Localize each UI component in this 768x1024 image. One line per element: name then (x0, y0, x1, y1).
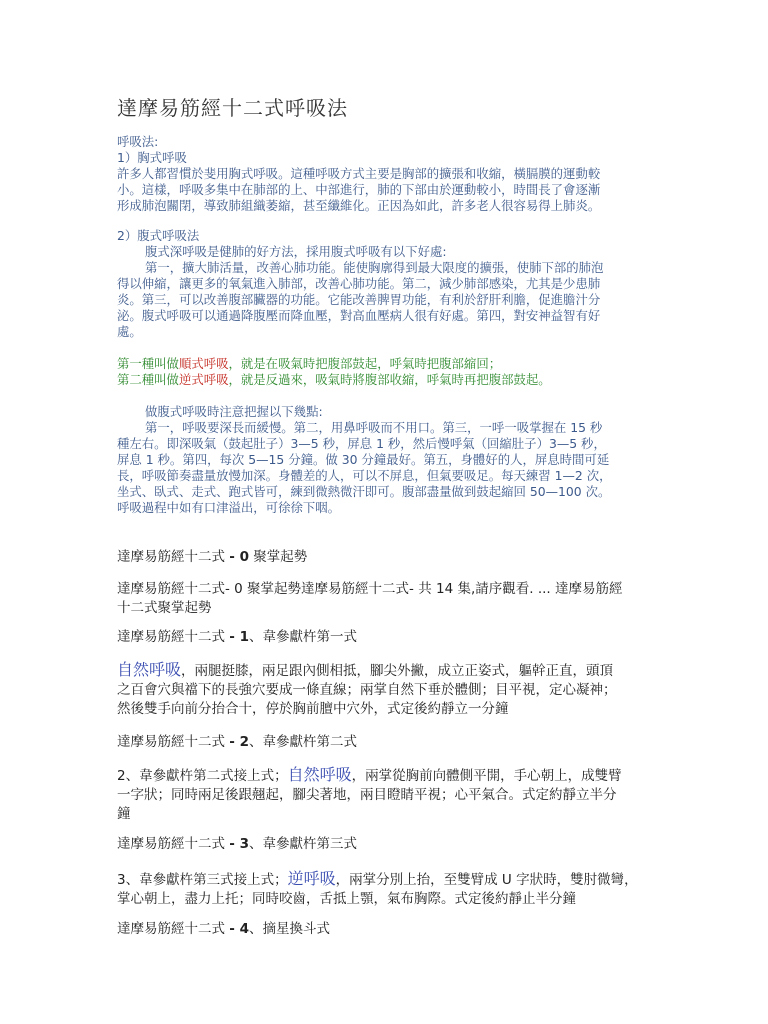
section-3-line-1 (117, 869, 662, 890)
section-1-line-1 (117, 660, 662, 681)
heading-3-prefix: 達摩易筋經十二式 (117, 836, 230, 852)
heading-3-number: - 3 (229, 836, 249, 852)
page-title: 達摩易筋經十二式呼吸法 (117, 96, 348, 120)
method-line-1 (117, 356, 657, 372)
heading-1-title: 、韋參獻杵第一式 (249, 629, 357, 645)
section-heading-4 (117, 920, 330, 938)
method2-prefix: 第二種叫做 (117, 372, 179, 387)
abdominal-line-6: 處。 (117, 324, 142, 339)
heading-1-number: - 1 (229, 629, 249, 645)
heading-2-prefix: 達摩易筋經十二式 (117, 734, 230, 750)
heading-2-title: 、韋參獻杵第二式 (249, 734, 357, 750)
tips-line-1: 做腹式呼吸時注意把握以下幾點: (145, 404, 323, 419)
abdominal-section (117, 228, 657, 340)
section-heading-3 (117, 835, 357, 853)
tips-line-4: 屏息 1 秒。第四，每次 5—15 分鐘。做 30 分鐘最好。第五，身體好的人，屏息時間可延 (117, 452, 610, 467)
section-1-line-3: 然後雙手向前分抬合十，停於胸前膻中穴外，式定後約靜立一分鐘 (117, 701, 509, 717)
heading-2-number: - 2 (229, 734, 249, 750)
section-body-0 (117, 580, 662, 618)
chest-line-1: 許多人都習慣於斐用胸式呼吸。這種呼吸方式主要是胸部的擴張和收縮，橫膈膜的運動較 (117, 166, 601, 181)
heading-0-title: 聚掌起勢 (249, 549, 308, 565)
heading-4-prefix: 達摩易筋經十二式 (117, 921, 230, 937)
tips-block (117, 404, 657, 516)
method-line-2 (117, 372, 657, 388)
heading-0-number: - 0 (229, 549, 249, 565)
abdominal-line-5: 泌。腹式呼吸可以通過降腹壓而降血壓，對高血壓病人很有好處。第四，對安神益智有好 (117, 308, 601, 323)
section-body-3 (117, 869, 662, 909)
heading-0-prefix: 達摩易筋經十二式 (117, 549, 230, 565)
breathing-intro (117, 134, 657, 214)
section-body-2 (117, 765, 662, 824)
section-2-line-1-lead: 2、韋參獻杵第二式接上式； (117, 768, 288, 784)
breathing-type-highlight: 逆呼吸 (287, 869, 336, 888)
methods-block (117, 356, 657, 388)
section-heading-0 (117, 548, 307, 566)
method2-keyword: 逆式呼吸 (178, 372, 229, 387)
section-1-line-2: 之百會穴與襠下的長強穴要成一條直線；兩掌自然下垂於體側；目平視，定心凝神； (117, 682, 617, 698)
tips-line-6: 坐式、臥式、走式、跑式皆可，練到微熱微汗即可。腹部盡量做到鼓起縮回 50—100 次。 (117, 484, 611, 499)
section-heading-abdominal: 2）腹式呼吸法 (117, 228, 200, 243)
abdominal-line-2: 第一，擴大肺活量，改善心肺功能。能使胸廓得到最大限度的擴張，使肺下部的肺泡 (145, 260, 604, 275)
section-0-line-1: 達摩易筋經十二式- 0 聚掌起勢達摩易筋經十二式- 共 14 集,請序觀看. ... 達摩易筋經 (117, 581, 623, 597)
section-2-line-1 (117, 765, 662, 786)
breathing-type-highlight: 自然呼吸 (287, 765, 352, 784)
abdominal-line-4: 炎。第三，可以改善腹部臟器的功能。它能改善脾胃功能，有利於舒肝利膽，促進膽汁分 (117, 292, 601, 307)
tips-line-7: 呼吸過程中如有口津溢出，可徐徐下咽。 (117, 500, 341, 515)
section-3-line-1-text: ，兩掌分別上抬，至雙臂成 U 字狀時，雙肘微彎， (335, 872, 638, 888)
heading-3-title: 、韋參獻杵第三式 (249, 836, 357, 852)
abdominal-line-3: 得以伸縮，讓更多的氧氣進入肺部，改善心肺功能。第二，減少肺部感染，尤其是少患肺 (117, 276, 601, 291)
intro-label: 呼吸法: (117, 134, 159, 149)
section-heading-chest: 1）胸式呼吸 (117, 150, 187, 165)
abdominal-line-1: 腹式深呼吸是健肺的好方法，採用腹式呼吸有以下好處: (145, 244, 447, 259)
section-0-line-2: 十二式聚掌起勢 (117, 600, 212, 616)
heading-4-title: 、摘星換斗式 (249, 921, 330, 937)
section-body-1 (117, 660, 662, 719)
tips-line-3: 種左右。即深吸氣（鼓起肚子）3—5 秒，屏息 1 秒，然后慢呼氣（回縮肚子）3—5 秒， (117, 436, 606, 451)
section-2-line-3: 鐘 (117, 806, 131, 822)
tips-line-5: 長，呼吸節奏盡量放慢加深。身體差的人，可以不屏息，但氣要吸足。每天練習 1—2 次， (117, 468, 612, 483)
method1-text: ，就是在吸氣時把腹部鼓起，呼氣時把腹部縮回； (228, 356, 502, 371)
section-3-line-2: 掌心朝上，盡力上托；同時咬齒，舌抵上顎，氣布胸際。式定後約靜止半分鐘 (117, 891, 576, 907)
chest-line-2: 小。這樣，呼吸多集中在肺部的上、中部進行，肺的下部由於運動較小，時間長了會逐漸 (117, 182, 601, 197)
method1-keyword: 順式呼吸 (178, 356, 229, 371)
section-heading-2 (117, 733, 357, 751)
tips-line-2: 第一，呼吸要深長而緩慢。第二，用鼻呼吸而不用口。第三，一呼一吸掌握在 15 秒 (145, 420, 603, 435)
section-2-line-2: 一字狀；同時兩足後跟翹起，腳尖著地，兩目瞪睛平視；心平氣合。式定約靜立半分 (117, 787, 617, 803)
section-3-line-1-lead: 3、韋參獻杵第三式接上式； (117, 872, 288, 888)
method1-prefix: 第一種叫做 (117, 356, 179, 371)
heading-4-number: - 4 (229, 921, 249, 937)
breathing-type-highlight: 自然呼吸 (117, 660, 182, 679)
section-1-line-1-text: ，兩腿挺膝，兩足跟內側相抵，腳尖外撇，成立正姿式，軀幹正直，頭頂 (181, 663, 614, 679)
section-2-line-1-text: ，兩掌從胸前向體側平開，手心朝上，成雙臂 (351, 768, 622, 784)
method2-text: ，就是反過來，吸氣時將腹部收縮，呼氣時再把腹部鼓起。 (228, 372, 551, 387)
heading-1-prefix: 達摩易筋經十二式 (117, 629, 230, 645)
section-heading-1 (117, 628, 357, 646)
chest-line-3: 形成肺泡關閉，導致肺組織萎縮，甚至纖維化。正因為如此，許多老人很容易得上肺炎。 (117, 198, 601, 213)
